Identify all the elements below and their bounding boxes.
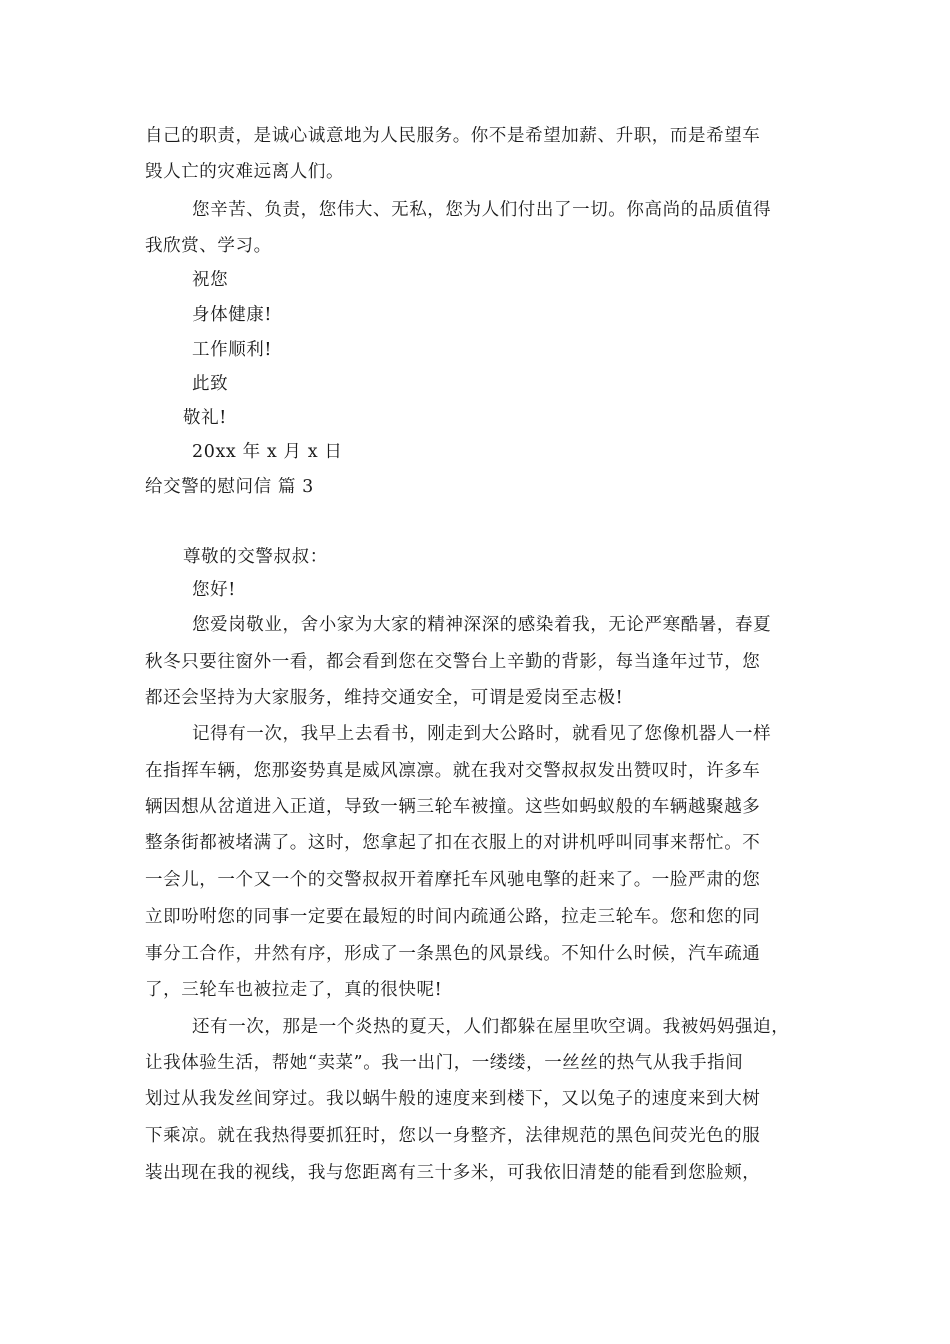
paragraph-line: 立即吩咐您的同事一定要在最短的时间内疏通公路，拉走三轮车。您和您的同 (145, 907, 761, 927)
paragraph-line: 一会儿，一个又一个的交警叔叔开着摩托车风驰电擎的赶来了。一脸严肃的您 (145, 870, 761, 890)
paragraph-line: 都还会坚持为大家服务，维持交通安全，可谓是爱岗至志极! (145, 688, 624, 708)
paragraph-line: 秋冬只要往窗外一看，都会看到您在交警台上辛勤的背影，每当逢年过节，您 (145, 652, 761, 672)
paragraph-line: 了，三轮车也被拉走了，真的很快呢! (145, 980, 443, 1000)
paragraph-line: 划过从我发丝间穿过。我以蜗牛般的速度来到楼下，又以兔子的速度来到大树 (145, 1089, 761, 1109)
paragraph-line: 我欣赏、学习。 (145, 236, 272, 256)
greeting-line: 尊敬的交警叔叔： (183, 547, 328, 567)
salutation-line: 身体健康! (192, 305, 273, 325)
salutation-line: 祝您 (192, 270, 229, 290)
salutation-line: 工作顺利! (192, 340, 273, 360)
paragraph-line: 还有一次，那是一个炎热的夏天，人们都躲在屋里吹空调。我被妈妈强迫， (192, 1017, 790, 1037)
paragraph-line: 毁人亡的灾难远离人们。 (145, 162, 345, 182)
paragraph-line: 整条街都被堵满了。这时，您拿起了扣在衣服上的对讲机呼叫同事来帮忙。不 (145, 833, 761, 853)
paragraph-line: 事分工合作，井然有序，形成了一条黑色的风景线。不知什么时候，汽车疏通 (145, 944, 761, 964)
paragraph-line: 装出现在我的视线，我与您距离有三十多米，可我依旧清楚的能看到您脸颊， (145, 1163, 761, 1183)
paragraph-line: 记得有一次，我早上去看书，刚走到大公路时，就看见了您像机器人一样 (192, 724, 772, 744)
paragraph-line: 在指挥车辆，您那姿势真是威风凛凛。就在我对交警叔叔发出赞叹时，许多车 (145, 761, 761, 781)
section-title: 给交警的慰问信 篇 3 (145, 477, 314, 497)
closing-line: 敬礼! (183, 408, 227, 428)
paragraph-line: 下乘凉。就在我热得要抓狂时，您以一身整齐，法律规范的黑色间荧光色的服 (145, 1126, 761, 1146)
paragraph-line: 自己的职责，是诚心诚意地为人民服务。你不是希望加薪、升职，而是希望车 (145, 126, 761, 146)
date-line: 20xx 年 x 月 x 日 (192, 442, 343, 462)
greeting-line: 您好! (192, 580, 236, 600)
paragraph-line: 让我体验生活，帮她“卖菜”。我一出门，一缕缕，一丝丝的热气从我手指间 (145, 1053, 744, 1073)
paragraph-line: 辆因想从岔道进入正道，导致一辆三轮车被撞。这些如蚂蚁般的车辆越聚越多 (145, 797, 761, 817)
closing-line: 此致 (192, 374, 229, 394)
paragraph-line: 您辛苦、负责，您伟大、无私，您为人们付出了一切。你高尚的品质值得 (192, 200, 772, 220)
paragraph-line: 您爱岗敬业，舍小家为大家的精神深深的感染着我，无论严寒酷暑，春夏 (192, 615, 772, 635)
